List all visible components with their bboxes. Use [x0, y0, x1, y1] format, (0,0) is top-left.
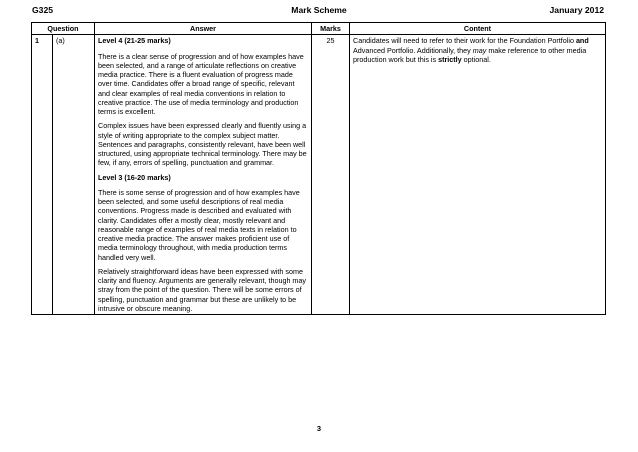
question-part: (a): [53, 35, 95, 315]
content-text: [353, 36, 602, 64]
content-text-part-2: Advanced Portfolio. Additionally, they: [353, 45, 473, 55]
answer-cell: [95, 35, 312, 315]
level-4-paragraph-1: There is a clear sense of progression and of how examples have been selected, and a range of articulate reflections on creative media practice. There is a fluent evaluation of progress made over time. Candidates offer a broad range of specific, relevant and clear examples of real media conventions in relation to creative practice. The use of media terminology and production terms is excellent.: [98, 51, 304, 116]
content-emphasis-strictly: strictly: [438, 54, 462, 64]
content-text-part-4: optional.: [461, 54, 491, 64]
column-header-content: Content: [350, 23, 606, 35]
level-4-heading: Level 4 (21-25 marks): [98, 36, 171, 46]
marks-value: 25: [312, 35, 350, 315]
level-3-heading: Level 3 (16-20 marks): [98, 172, 171, 182]
table-row: [32, 35, 606, 315]
content-text-part-1: Candidates will need to refer to their work for the Foundation Portfolio: [353, 36, 576, 46]
column-header-answer: Answer: [95, 23, 312, 35]
content-text-part-3: make reference to other media production work but this is: [353, 45, 587, 64]
mark-scheme-table: [31, 22, 606, 315]
header-date: January 2012: [549, 5, 604, 15]
header-title: Mark Scheme: [291, 5, 347, 15]
level-3-paragraph-2: Relatively straightforward ideas have been expressed with some clarity and fluency. Arguments are generally relevant, though may stray from the point of the question. There will be some errors of spelling, punctuation and grammar but these are unlikely to be intrusive or obscure meaning.: [98, 266, 307, 313]
level-4-paragraph-2: Complex issues have been expressed clearly and fluently using a style of writing appropriate to the complex subject matter. Sentences and paragraphs, consistently relevant, have been well structured, using appropriate technical terminology. There may be few, if any, errors of spelling, punctuation and grammar.: [98, 121, 307, 168]
table-header-row: [32, 23, 606, 35]
column-header-marks: Marks: [312, 23, 350, 35]
content-emphasis-may: may: [472, 45, 487, 55]
page-number: 3: [316, 424, 322, 433]
column-header-question: Question: [32, 23, 95, 35]
question-number: 1: [32, 35, 53, 315]
level-3-paragraph-1: There is some sense of progression and of how examples have been selected, and some useful descriptions of real media conventions. Progress made is described and evaluated with clarity. Candidates offer a mostly clear, mostly relevant and reasonable range of examples of real media texts in relation to creative media practice. The answer makes proficient use of media terminology throughout, with media production terms handled very well.: [98, 187, 300, 262]
content-emphasis-and: and: [575, 36, 589, 46]
content-cell: [350, 35, 606, 315]
header-code: G325: [32, 5, 54, 15]
